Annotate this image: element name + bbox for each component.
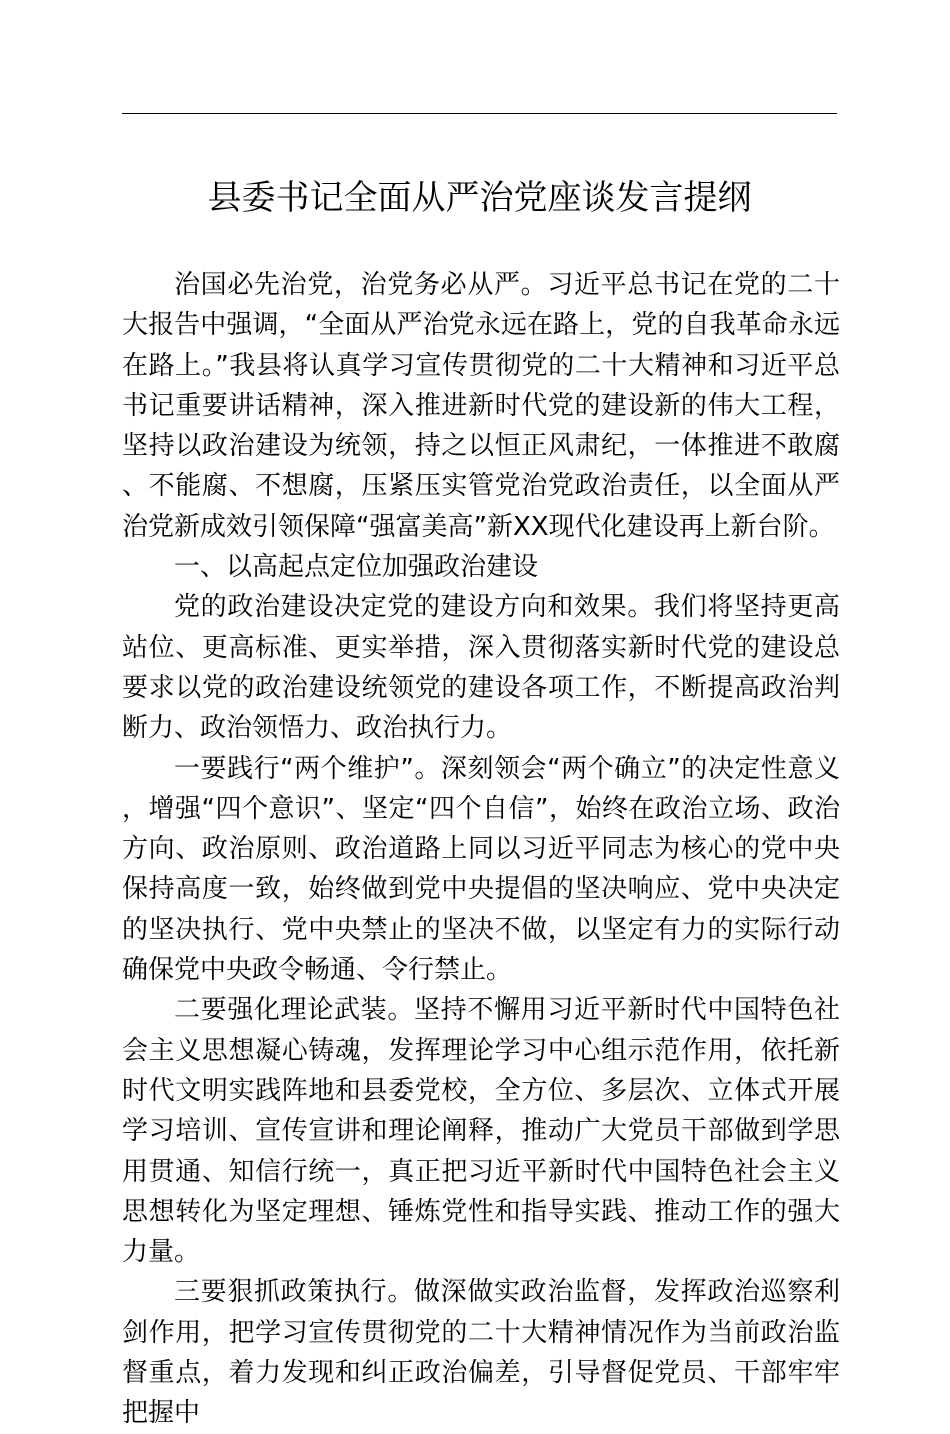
document-body: [122, 265, 840, 1434]
document-title: 县委书记全面从严治党座谈发言提纲: [207, 178, 752, 218]
section-heading-1: 一、以高起点定位加强政治建设: [174, 552, 539, 583]
point-1-paragraph: 一要践行“两个维护”。深刻领会“两个确立”的决定性意义，增强“四个意识”、坚定“四个自信”，始终在政治立场、政治方向、政治原则、政治道路上同以习近平同志为核心的党中央保持高度一致，始终做到党中央提倡的坚决响应、党中央决定的坚决执行、党中央禁止的坚决不做，以坚定有力的实际行动确保党中央政令畅通、令行禁止。: [122, 753, 840, 986]
point-2-paragraph: 二要强化理论武装。坚持不懈用习近平新时代中国特色社会主义思想凝心铸魂，发挥理论学习中心组示范作用，依托新时代文明实践阵地和县委党校，全方位、多层次、立体式开展学习培训、宣传宣讲和理论阐释，推动广大党员干部做到学思用贯通、知信行统一，真正把习近平新时代中国特色社会主义思想转化为坚定理想、锤炼党性和指导实践、推动工作的强大力量。: [122, 995, 840, 1268]
header-rule: [122, 113, 837, 114]
point-3-paragraph: 三要狠抓政策执行。做深做实政治监督，发挥政治巡察利剑作用，把学习宣传贯彻党的二十大精神情况作为当前政治监督重点，着力发现和纠正政治偏差，引导督促党员、干部牢牢把握中: [122, 1277, 840, 1429]
section-1-paragraph: 党的政治建设决定党的建设方向和效果。我们将坚持更高站位、更高标准、更实举措，深入贯彻落实新时代党的建设总要求以党的政治建设统领党的建设各项工作，不断提高政治判断力、政治领悟力、政治执行力。: [122, 592, 840, 744]
intro-paragraph: 治国必先治党，治党务必从严。习近平总书记在党的二十大报告中强调，“全面从严治党永远在路上，党的自我革命永远在路上。”我县将认真学习宣传贯彻党的二十大精神和习近平总书记重要讲话精神，深入推进新时代党的建设新的伟大工程，坚持以政治建设为统领，持之以恒正风肃纪，一体推进不敢腐、不能腐、不想腐，压紧压实管党治党政治责任，以全面从严治党新成效引领保障“强富美高”新XX现代化建设再上新台阶。: [122, 270, 840, 542]
